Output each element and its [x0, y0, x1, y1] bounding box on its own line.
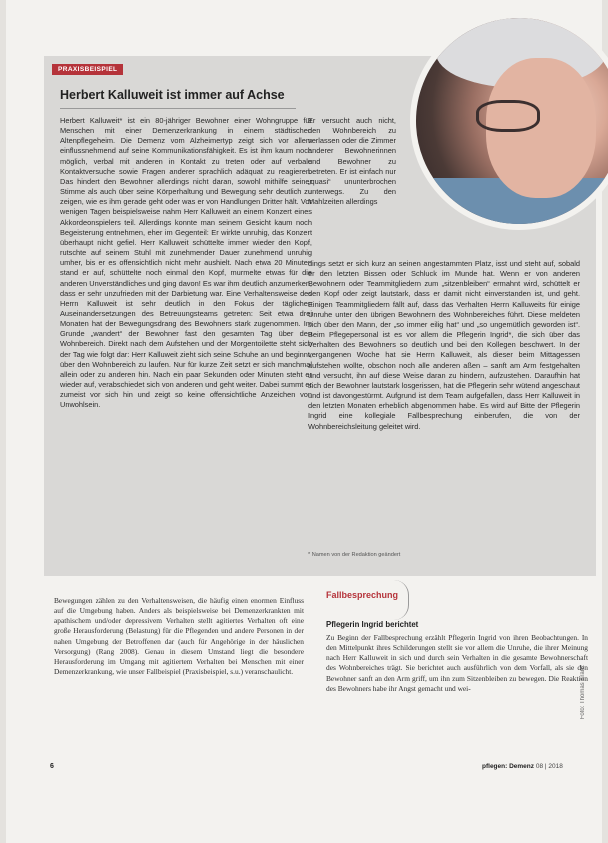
article-column-right: [326, 590, 588, 694]
case-study-text-right: dings setzt er sich kurz an seinen angestammten Platz, isst und steht auf, sobald er den letzten Bissen oder Schluck im Munde hat. Wenn er von anderen Bewohnern oder Teammitgliedern zum „sitzenbleiben“ ermahnt wird, schüttelt er den Kopf oder zeigt lautstark, dass er damit nicht einverstanden ist, und geht. Einigen Teammitgliedern fällt auf, dass das Verhalten Herrn Kalluweits für einige Unruhe unter den übrigen Bewohnern des Wohnbereiches führt. Diese meldeten sich über den Mann, der „so immer eilig hat“ und „so ungemütlich geworden ist“. Beim Pflegepersonal ist es vor allem die Pflegerin Ingrid*, die sich über das Verhalten des Bewohners so deutlich und bei den Kollegen beschwert. In der vergangenen Woche hat sie Herrn Kalluweit, als dieser beim Mittagessen aufstehen wollte, obschon noch alle anderen aßen – sanft am Arm festgehalten und versucht, ihn auf diese Weise daran zu hindern, aufzustehen. Daraufhin hat sich der Bewohner lautstark losgerissen, hat die Pflegerin sehr wütend angeschaut und ist davongestürmt. Aufgrund ist dem Team aufgefallen, dass Herr Kalluweit in den letzten Monaten erheblich abgenommen habe. Es wird auf Bitte der Pflegerin Ingrid eine kollegiale Fallbesprechung einberufen, die von der Wohnbereichsleitung geleitet wird.: [308, 259, 580, 431]
journal-issue: 08 | 2018: [535, 763, 563, 770]
magazine-page: [6, 0, 602, 843]
article-text-left: Bewegungen zählen zu den Verhaltensweisen, die häufig einen enormen Einfluss auf die Umgebung haben. Anders als beispielsweise bei Demenzerkrankten mit apathischem und/oder depressivem Verhalten stellt agitiertes Verhalten oft eine große Herausforderung (Belastung) für die Pflegenden und andere Personen in der nahen Umgebung der Betroffenen dar (auch für Angehörige in der häuslichen Versorgung) (Rang 2008). Genau in diesem Umstand liegt die besondere Herausforderung im Umgang mit agitiertem Verhalten bei Menschen mit einer Demenzerkrankung, wie unser Fallbeispiel (Praxisbeispiel, s.u.) veranschaulicht.: [54, 596, 304, 677]
case-study-text-right-top: Er versucht auch nicht, den Wohnbereich zu verlassen oder die Zimmer anderer Bewohnerinnen und Bewohner zu betreten. Er ist einfach nur „quasi“ ununterbrochen unterwegs. Zu den Mahlzeiten allerdings: [308, 116, 396, 207]
article-text-right: Zu Beginn der Fallbesprechung erzählt Pflegerin Ingrid von ihren Beobachtungen. In den Mittelpunkt ihres Schilderungen stellt sie vor allem die Unruhe, die ihrer Meinung nach Herr Kalluweit in sich und durch sein Verhalten in die gesamte Bewohnerschaft des Wohnbereiches trägt. Sie berichtet auch ausführlich von dem Vorfall, als sie den Bewohner sanft an den Arm griff, um ihn zum Sitzenbleiben zu bewegen. Die Reaktion des Bewohners habe ihr Angst gemacht und wei-: [326, 633, 588, 693]
photo-credit: Foto: Thomas Kranz: [580, 665, 586, 720]
sub-heading: Pflegerin Ingrid berichtet: [326, 620, 419, 629]
case-study-column-right-top: [308, 116, 396, 207]
case-study-column-right: [308, 259, 580, 432]
article-column-left: [54, 596, 304, 677]
section-heading: Fallbesprechung: [326, 590, 399, 600]
title-divider: [60, 108, 296, 109]
case-study-box: [44, 56, 596, 576]
case-study-title: Herbert Kalluweit ist immer auf Achse: [60, 88, 285, 102]
case-study-text-left: Herbert Kalluweit* ist ein 80-jähriger Bewohner einer Wohngruppe für Menschen mit einer Demenzerkrankung in einem städtischen Altenpflegeheim. Die Demenz vom Alzheimertyp zeigt sich vor allem einflussnehmend auf seine Kommunikationsfähigkeit. Es ist ihm kaum noch möglich, verbal mit anderen in Kontakt zu treten oder auf verbale Kontaktversuche sowie Fragen anderer sprachlich adäquat zu reagieren. Das hindert den Bewohner allerdings nicht daran, sowohl mithilfe seiner Stimme als auch über seine Körperhaltung und Bewegung sehr deutlich zu zeigen, wie es ihm gerade geht oder was er von Handlungen Dritter hält. Vor wenigen Tagen beispielsweise nahm Herr Kalluweit an einem Konzert eines Akkordeonspielers teil. Allerdings konnte man seinem Gesicht kaum noch Begeisterung entnehmen, eher im Gegenteil: Er wirkte unruhig, das Konzert überhaupt nicht gefiel. Herr Kalluweit schüttelte immer wieder den Kopf, rutschte auf seinem Stuhl mit zunehmender Dauer zunehmend unruhig umher, bis er es offensichtlich nicht mehr aushielt. Nach etwa 20 Minuten stand er auf, schüttelte noch einmal den Kopf, murmelte etwas für die anderen Unverständliches und ging davon! Es war ihm deutlich anzumerken, dass er sehr unzufrieden mit der Darbietung war. Eine Verhaltensweise des Herrn Kalluweit ist sehr deutlich in den Fokus der täglichen Auseinandersetzungen des Betreuungsteams getreten: Seit etwa drei Monaten hat der Bewegungsdrang des Bewohners stark zugenommen. Im Grunde „wandert“ der Bewohner fast den gesamten Tag über den Wohnbereich. Direkt nach dem Aufstehen und der Morgentoilette steht sich der Tag wie folgt dar: Herr Kalluweit zieht sich seine Schuhe an und beginnt, über den Wohnbereich zu laufen. Nur für kurze Zeit setzt er sich manchmal allein oder zu anderen hin. Nach ein paar Sekunden oder Minuten steht er wieder auf, verabschiedet sich von anderen und geht weiter. Dabei summt er zumeist vor sich hin und zeigt so keine offensichtliche Anzeichen von Unwohlsein.: [60, 116, 312, 410]
page-number: 6: [50, 763, 54, 770]
portrait-photo: [410, 12, 608, 230]
journal-name: pflegen: Demenz: [482, 763, 535, 770]
section-tag: PRAXISBEISPIEL: [52, 64, 123, 75]
glasses-icon: [476, 100, 540, 132]
journal-footer: [482, 763, 563, 770]
footnote: * Namen von der Redaktion geändert: [308, 552, 401, 558]
case-study-column-left: [60, 116, 312, 411]
